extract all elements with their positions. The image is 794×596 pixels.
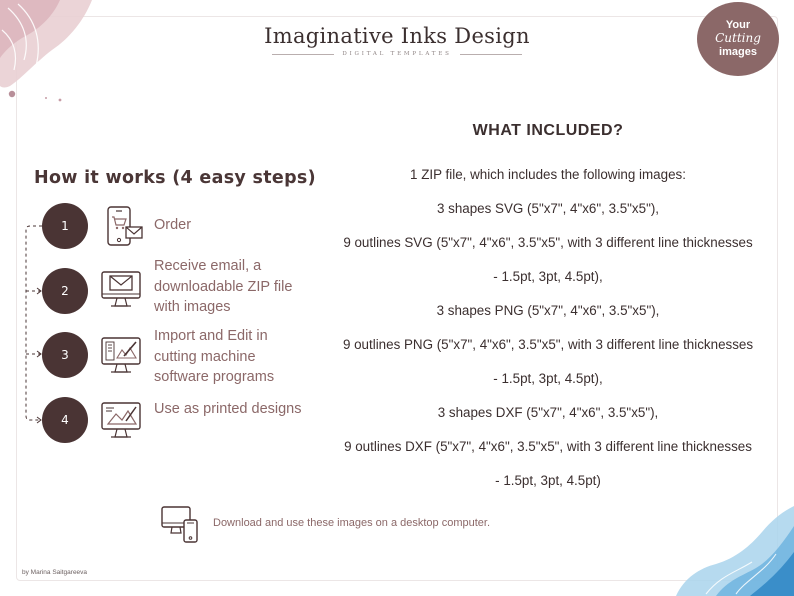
brand-title: Imaginative Inks Design [264, 24, 530, 48]
included-line: 9 outlines PNG (5"x7", 4"x6", 3.5"x5", with 3 different line thicknesses [342, 337, 754, 352]
included-line: 9 outlines DXF (5"x7", 4"x6", 3.5"x5", with 3 different line thicknesses [344, 439, 752, 454]
step-1-circle: 1 [42, 203, 88, 249]
brand-subtitle-row [0, 51, 794, 57]
what-included-title: WHAT INCLUDED? [472, 122, 624, 139]
decorative-watercolor-bottom-right [676, 506, 794, 596]
monitor-image-icon [100, 399, 142, 441]
included-line: 3 shapes PNG (5"x7", 4"x6", 3.5"x5"), [436, 303, 660, 318]
included-line: - 1.5pt, 3pt, 4.5pt) [495, 473, 601, 488]
download-note: Download and use these images on a desktop computer. [213, 517, 491, 529]
step-4-circle: 4 [42, 397, 88, 443]
included-line: 1 ZIP file, which includes the following images: [410, 167, 686, 182]
included-line: - 1.5pt, 3pt, 4.5pt), [493, 371, 603, 386]
monitor-edit-icon [100, 334, 142, 376]
included-line: 3 shapes DXF (5"x7", 4"x6", 3.5"x5"), [437, 405, 659, 420]
cutting-images-badge [697, 2, 779, 76]
badge-line-2: Cutting [715, 31, 761, 46]
monitor-email-icon [100, 268, 142, 310]
step-1-text: Order [154, 217, 192, 233]
what-included-section [318, 122, 778, 498]
divider [460, 54, 522, 55]
step-2-circle: 2 [42, 268, 88, 314]
brand-header [0, 24, 794, 57]
badge-line-1: Your [725, 19, 751, 32]
phone-cart-icon [104, 205, 146, 247]
step-2-text: Receive email, a downloadable ZIP file with images [154, 258, 293, 315]
desktop-tablet-icon [160, 504, 200, 544]
step-3-circle: 3 [42, 332, 88, 378]
author-byline: by Marina Saitgareeva [22, 569, 88, 576]
included-line: 9 outlines SVG (5"x7", 4"x6", 3.5"x5", with 3 different line thicknesses [343, 235, 753, 250]
step-3-text: Import and Edit in cutting machine software programs [154, 328, 275, 385]
divider [272, 54, 334, 55]
included-line: 3 shapes SVG (5"x7", 4"x6", 3.5"x5"), [436, 201, 660, 216]
brand-subtitle: DIGITAL TEMPLATES [342, 51, 452, 57]
step-4-text: Use as printed designs [154, 401, 302, 417]
badge-line-3: images [719, 45, 757, 58]
included-line: - 1.5pt, 3pt, 4.5pt), [493, 269, 603, 284]
included-list [318, 158, 778, 498]
steps-heading: How it works (4 easy steps) [34, 168, 316, 188]
